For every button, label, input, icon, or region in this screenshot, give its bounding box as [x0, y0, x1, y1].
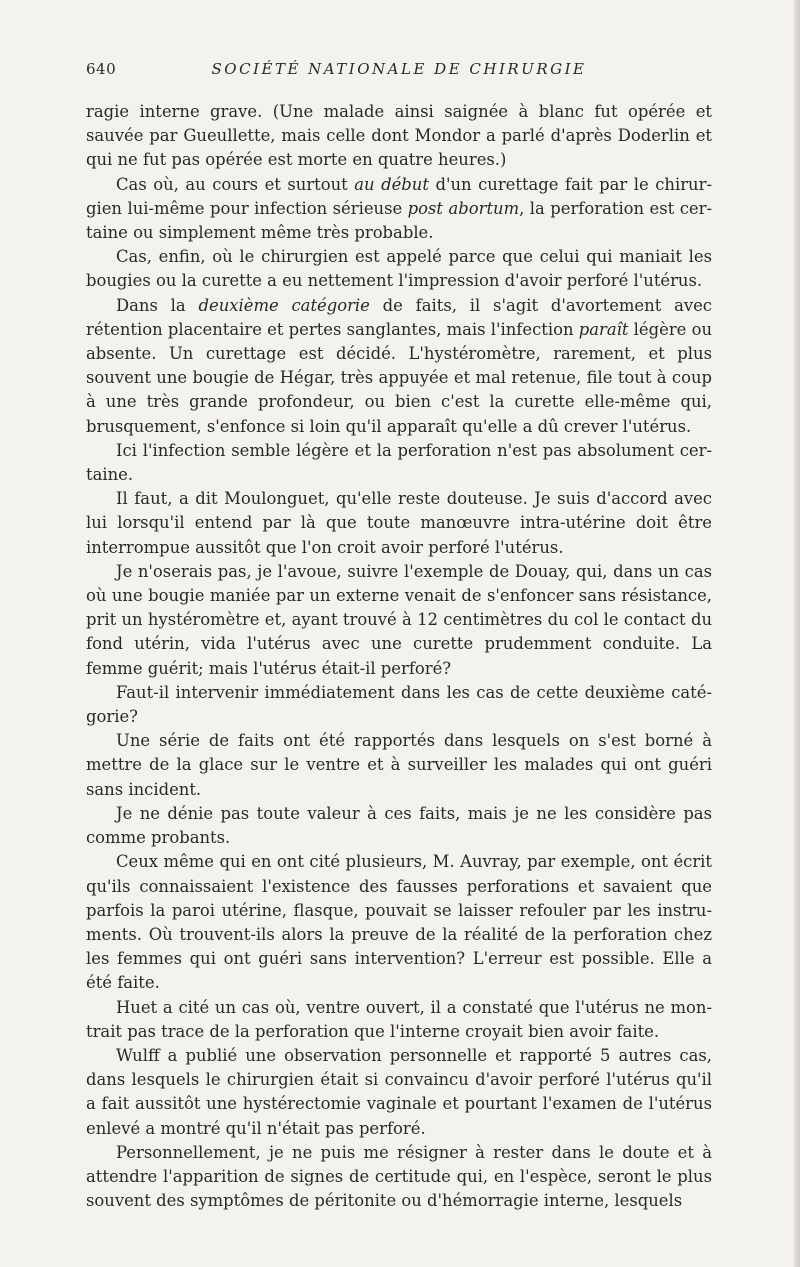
paragraph-14: Personnellement, je ne puis me résigner à rester dans le doute et à attendre l'apparition de signes de certitude qui, en l'espèce, seront le plus souvent des symptômes de péritonite ou d'hémorragie interne, lesquels	[86, 1142, 712, 1211]
italic-phrase: post abortum	[407, 198, 520, 218]
paragraph-9: Une série de faits ont été rapportés dans lesquels on s'est borné à mettre de la glace sur le ventre et à surveiller les malades qui ont guéri sans incident.	[86, 731, 712, 799]
page-number: 640	[86, 60, 117, 78]
paragraph-3: Cas, enfin, où le chirurgien est appelé parce que celui qui maniait les bougies ou la curette a eu nettement l'impression d'avoir perforé l'utérus.	[86, 247, 712, 291]
page-header	[86, 60, 712, 84]
paragraph-8: Faut-il intervenir immédiatement dans les cas de cette deuxième catégorie?	[86, 682, 712, 727]
paragraph-1: ragie interne grave. (Une malade ainsi saignée à blanc fut opérée et sauvée par Gueullette, mais celle dont Mondor a parlé d'après Doderlin et qui ne fut pas opérée est morte en quatre heures.)	[86, 102, 712, 170]
italic-phrase: paraît	[578, 319, 629, 339]
paragraph-7: Je n'oserais pas, je l'avoue, suivre l'exemple de Douay, qui, dans un cas où une bougie maniée par un externe venait de s'enfoncer sans résistance, prit un hystéromètre et, ayant trouvé à 12 centimètres du col le contact du fond utérin, vida l'utérus avec une curette prudemment conduite. La femme guérit; mais l'utérus était-il perforé?	[86, 561, 712, 678]
paragraph-6: Il faut, a dit Moulonguet, qu'elle reste douteuse. Je suis d'accord avec lui lorsqu'il entend par là que toute manœuvre intra-utérine doit être interrompue aussitôt que l'on croit avoir perforé l'utérus.	[86, 489, 712, 557]
paragraph-11: Ceux même qui en ont cité plusieurs, M. Auvray, par exemple, ont écrit qu'ils connaissaient l'existence des fausses perforations et savaient que parfois la paroi utérine, flasque, pouvait se laisser refouler par les instruments. Où trouvent-ils alors la preuve de la réalité de la perforation chez les femmes qui ont guéri sans intervention? L'erreur est possible. Elle a été faite.	[86, 852, 712, 993]
italic-phrase: deuxième catégorie	[198, 295, 370, 315]
paragraph-12: Huet a cité un cas où, ventre ouvert, il a constaté que l'utérus ne montrait pas trace de la perforation que l'interne croyait bien avoir faite.	[86, 997, 712, 1041]
body-text	[86, 100, 712, 1213]
running-title: SOCIÉTÉ NATIONALE DE CHIRURGIE	[211, 60, 587, 78]
paragraph-2: Cas où, au cours et surtout au début d'un curettage fait par le chirurgien lui-même pour infection sérieuse post abortum, la perforation est certaine ou simplement même très probable.	[86, 174, 712, 243]
paragraph-10: Je ne dénie pas toute valeur à ces faits, mais je ne les considère pas comme probants.	[86, 803, 712, 848]
paragraph-4: Dans la deuxième catégorie de faits, il s'agit d'avortement avec rétention placentaire et pertes sanglantes, mais l'infection paraît légère ou absente. Un curettage est décidé. L'hystéromètre, rarement, et plus souvent une bougie de Hégar, très appuyée et mal retenue, file tout à coup à une très grande profondeur, ou bien c'est la curette elle-même qui, brusquement, s'enfonce si loin qu'il apparaît qu'elle a dû crever l'utérus.	[86, 295, 713, 436]
paragraph-13: Wulff a publié une observation personnelle et rapporté 5 autres cas, dans lesquels le chirurgien était si convaincu d'avoir perforé l'utérus qu'il a fait aussitôt une hystérectomie vaginale et pourtant l'examen de l'utérus enlevé a montré qu'il n'était pas perforé.	[86, 1045, 712, 1138]
italic-phrase: au début	[354, 174, 429, 194]
paragraph-5: Ici l'infection semble légère et la perforation n'est pas absolument certaine.	[86, 440, 712, 485]
page-edge	[794, 0, 800, 1267]
